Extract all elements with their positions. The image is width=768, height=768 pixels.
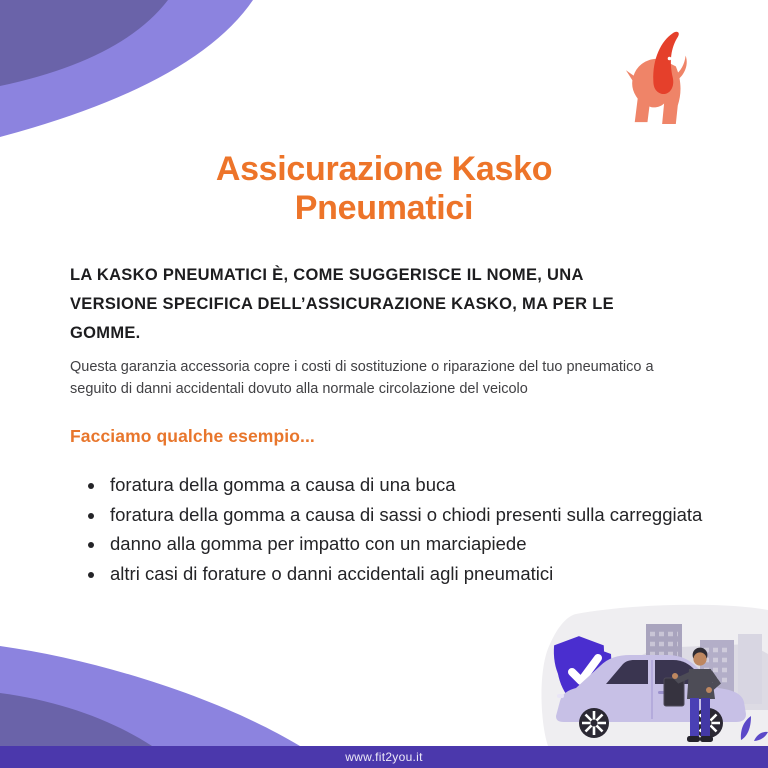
list-item: • foratura della gomma a causa di sassi o chiodi presenti sulla carreggiata [106,500,718,530]
intro-line: LA KASKO PNEUMATICI È, COME SUGGERISCE IL NOME, UNA [70,266,584,284]
title-bold: Kasko [451,150,553,188]
examples-list [88,470,718,588]
title-line2: Pneumatici [294,188,474,227]
description-paragraph [70,356,710,400]
description-line: Questa garanzia accessoria copre i costi di sostituzione o riparazione del tuo pneumatico a [70,359,654,375]
intro-line: GOMME. [70,324,141,342]
page-title [0,150,768,228]
footer-bar [0,746,768,768]
intro-line: VERSIONE SPECIFICA DELL’ASSICURAZIONE KASKO, MA PER LE [70,295,614,313]
description-line: seguito di danni accidentali dovuto alla normale circolazione del veicolo [70,381,528,397]
corner-wave-bottom-left [0,646,440,746]
examples-heading: Facciamo qualche esempio... [70,426,315,446]
list-item: • foratura della gomma a causa di una buca [106,470,718,500]
list-item: • altri casi di forature o danni accidentali agli pneumatici [106,559,718,589]
footer-url[interactable]: www.fit2you.it [345,750,423,764]
title-prefix: Assicurazione [215,150,443,188]
car-person-city-illustration [536,598,768,746]
corner-wave-top-left [0,0,280,160]
list-item: • danno alla gomma per impatto con un marciapiede [106,529,718,559]
elephant-logo-icon [624,28,712,136]
intro-paragraph [70,261,710,348]
